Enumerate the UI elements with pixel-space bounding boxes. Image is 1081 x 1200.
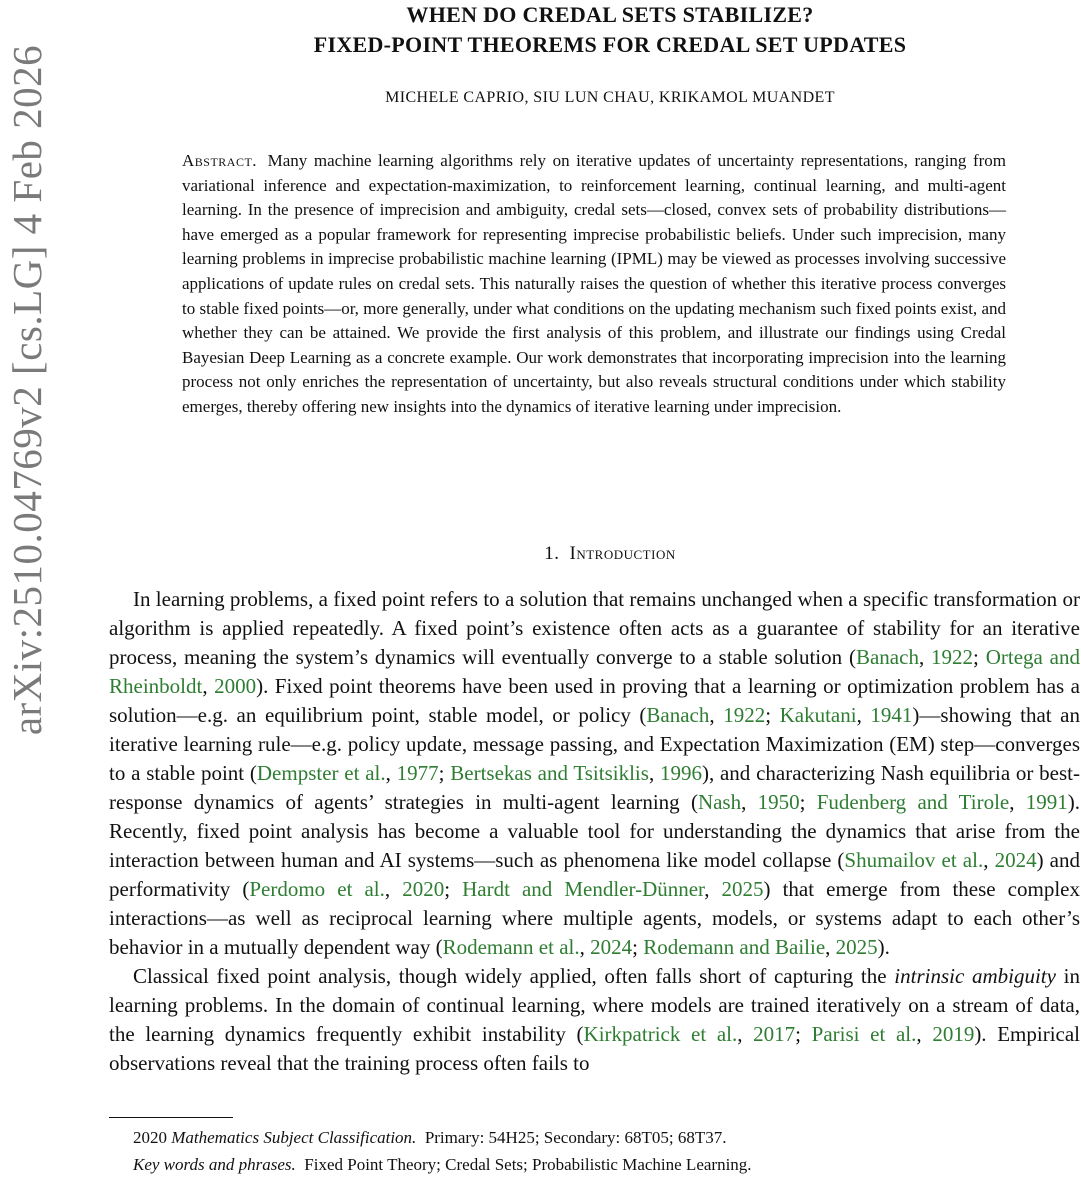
citation-kakutani[interactable]: Kakutani	[779, 703, 857, 727]
footnotes	[109, 1124, 1080, 1178]
abstract	[182, 149, 1006, 420]
paragraph-1: In learning problems, a fixed point refers to a solution that remains unchanged when a specific transformation or algorithm is applied repeatedly. A fixed point’s existence often acts as a guarantee of stability for an iterative process, meaning the system’s dynamics will eventually converge to a stable solution (Banach, 1922; Ortega and Rheinboldt, 2000). Fixed point theorems have been used in proving that a learning or optimization problem has a solution—e.g. an equilibrium point, stable model, or policy (Banach, 1922; Kakutani, 1941)—showing that an iterative learning rule—e.g. policy update, message passing, and Expectation Maximization (EM) step—converges to a stable point (Dempster et al., 1977; Bertsekas and Tsitsiklis, 1996), and characterizing Nash equilibria or best-response dynamics of agents’ strategies in multi-agent learning (Nash, 1950; Fudenberg and Tirole, 1991). Recently, fixed point analysis has become a valuable tool for understanding the dynamics that arise from the interaction between human and AI systems—such as phenomena like model collapse (Shumailov et al., 2024) and performativity (Perdomo et al., 2020; Hardt and Mendler-Dünner, 2025) that emerge from these complex interactions—as well as reciprocal learning where multiple agents, models, or systems adapt to each other’s behavior in a mutually dependent way (Rodemann et al., 2024; Rodemann and Bailie, 2025).	[109, 587, 1081, 959]
paragraph-2: Classical fixed point analysis, though widely applied, often falls short of capturing the intrinsic ambiguity in learning problems. In the domain of continual learning, where models are trained iteratively on a stream of data, the learning dynamics frequently exhibit instability (Kirkpatrick et al., 2017; Parisi et al., 2019). Empirical observations reveal that the training process often fails to	[109, 964, 1081, 1075]
msc-label: Mathematics Subject Classification.	[171, 1128, 417, 1147]
footnote-keywords	[109, 1151, 1080, 1178]
keywords-label: Key words and phrases.	[133, 1155, 296, 1174]
section-title: Introduction	[569, 543, 676, 564]
text-run: ) and performativity (	[109, 848, 1080, 901]
text-run: ) that emerge from these complex interactions—as well as reciprocal learning where multiple agents, models, or systems adapt to each other’s behavior in a mutually dependent way (	[109, 877, 1080, 959]
citation-hardt-mendler-dunner[interactable]: Hardt and Mendler-Dünner	[462, 877, 705, 901]
text-run: ), and characterizing Nash equilibria or best-response dynamics of agents’ strategies in multi-agent learning (	[109, 761, 1081, 814]
citation-year[interactable]: 2024	[994, 848, 1037, 872]
citation-banach[interactable]	[856, 645, 919, 669]
text-run: ). Empirical observations reveal that the training process often fails to	[109, 1022, 1081, 1075]
text-run: ). Recently, fixed point analysis has become a valuable tool for understanding the dynamics that arise from the interaction between human and AI systems—such as phenomena like model collapse (	[109, 790, 1081, 872]
title-line-2: FIXED-POINT THEOREMS FOR CREDAL SET UPDATES	[313, 32, 907, 57]
citation-year[interactable]: 1922	[931, 645, 974, 669]
citation-year[interactable]: 1922	[723, 703, 766, 727]
footnote-rule	[109, 1117, 233, 1118]
msc-year: 2020	[133, 1128, 167, 1147]
author-list: MICHELE CAPRIO, SIU LUN CHAU, KRIKAMOL MUANDET	[385, 89, 835, 106]
citation-year[interactable]: 1977	[396, 761, 439, 785]
citation-year[interactable]: 2020	[402, 877, 445, 901]
title-line-1: WHEN DO CREDAL SETS STABILIZE?	[406, 2, 814, 27]
arxiv-stamp-text: arXiv:2510.04769v2 [cs.LG] 4 Feb 2026	[4, 44, 50, 736]
body-text	[109, 585, 1080, 1078]
citation-shumailov[interactable]: Shumailov et al.	[844, 848, 984, 872]
citation-ortega-rheinboldt[interactable]: Ortega and Rheinboldt	[109, 645, 1080, 698]
footnote-msc	[109, 1124, 1080, 1151]
citation-rodemann[interactable]: Rodemann et al.	[442, 935, 580, 959]
citation-nash[interactable]: Nash	[697, 790, 742, 814]
citation-perdomo[interactable]: Perdomo et al.	[249, 877, 385, 901]
msc-codes: Primary: 54H25; Secondary: 68T05; 68T37.	[424, 1128, 727, 1147]
section-heading	[140, 543, 1080, 565]
citation-year[interactable]: 2025	[835, 935, 878, 959]
citation-author: Banach	[855, 645, 919, 669]
citation-year[interactable]: 2017	[753, 1022, 796, 1046]
citation-year[interactable]: 1991	[1025, 790, 1068, 814]
paper-title	[140, 0, 1080, 60]
text-run: )—showing that an iterative learning rule—e.g. policy update, message passing, and Expectation Maximization (EM) step—converges to a stable point (	[109, 703, 1081, 785]
citation-year[interactable]: 2019	[932, 1022, 975, 1046]
arxiv-identifier-stamp	[4, 44, 50, 736]
citation-fudenberg-tirole[interactable]: Fudenberg and Tirole	[816, 790, 1010, 814]
text-run: in learning problems. In the domain of continual learning, where models are trained iteratively on a stream of data, the learning dynamics frequently exhibit instability (	[109, 964, 1080, 1046]
citation-dempster[interactable]: Dempster et al.	[256, 761, 386, 785]
citation-rodemann-bailie[interactable]: Rodemann and Bailie	[643, 935, 826, 959]
citation-year[interactable]: 2024	[590, 935, 633, 959]
citation-kirkpatrick[interactable]: Kirkpatrick et al.	[583, 1022, 738, 1046]
section-number: 1.	[544, 543, 560, 564]
text-run: ). Fixed point theorems have been used in proving that a learning or optimization problem has a solution—e.g. an equilibrium point, stable model, or policy (	[109, 674, 1080, 727]
citation-year[interactable]: 1941	[870, 703, 913, 727]
text-run: In learning problems, a fixed point refers to a solution that remains unchanged when a specific transformation or algorithm is applied repeatedly. A fixed point’s existence often acts as a guarantee of stability for an iterative process, meaning the system’s dynamics will eventually converge to a stable solution (	[109, 587, 1080, 669]
citation-year[interactable]: 2000	[214, 674, 257, 698]
citation-year[interactable]: 1996	[659, 761, 702, 785]
citation-year[interactable]: 2025	[721, 877, 764, 901]
citation-banach[interactable]: Banach	[646, 703, 710, 727]
text-run: ).	[877, 935, 890, 959]
keywords-text: Fixed Point Theory; Credal Sets; Probabilistic Machine Learning.	[304, 1155, 752, 1174]
citation-bertsekas-tsitsiklis[interactable]: Bertsekas and Tsitsiklis	[450, 761, 649, 785]
citation-parisi[interactable]: Parisi et al.	[811, 1022, 917, 1046]
abstract-label: Abstract.	[182, 151, 258, 170]
citation-year[interactable]: 1950	[757, 790, 800, 814]
text-run: Classical fixed point analysis, though widely applied, often falls short of capturing the	[133, 964, 895, 988]
abstract-text: Many machine learning algorithms rely on iterative updates of uncertainty representations, ranging from variational inference and expectation-maximization, to reinforcement learning, continual learning, and multi-agent learning. In the presence of imprecision and ambiguity, credal sets—closed, convex sets of probability distributions—have emerged as a popular framework for representing imprecise probabilistic beliefs. Under such imprecision, many learning problems in imprecise probabilistic machine learning (IPML) may be viewed as processes involving successive applications of update rules on credal sets. This naturally raises the question of whether this iterative process converges to stable fixed points—or, more generally, under what conditions on the updating mechanism such fixed points exist, and whether they can be attained. We provide the first analysis of this problem, and illustrate our findings using Credal Bayesian Deep Learning as a concrete example. Our work demonstrates that incorporating imprecision into the learning process not only enriches the representation of uncertainty, but also reveals structural conditions under which stability emerges, thereby offering new insights into the dynamics of iterative learning under imprecision.	[182, 151, 1006, 416]
emphasis-intrinsic-ambiguity: intrinsic ambiguity	[894, 964, 1056, 988]
